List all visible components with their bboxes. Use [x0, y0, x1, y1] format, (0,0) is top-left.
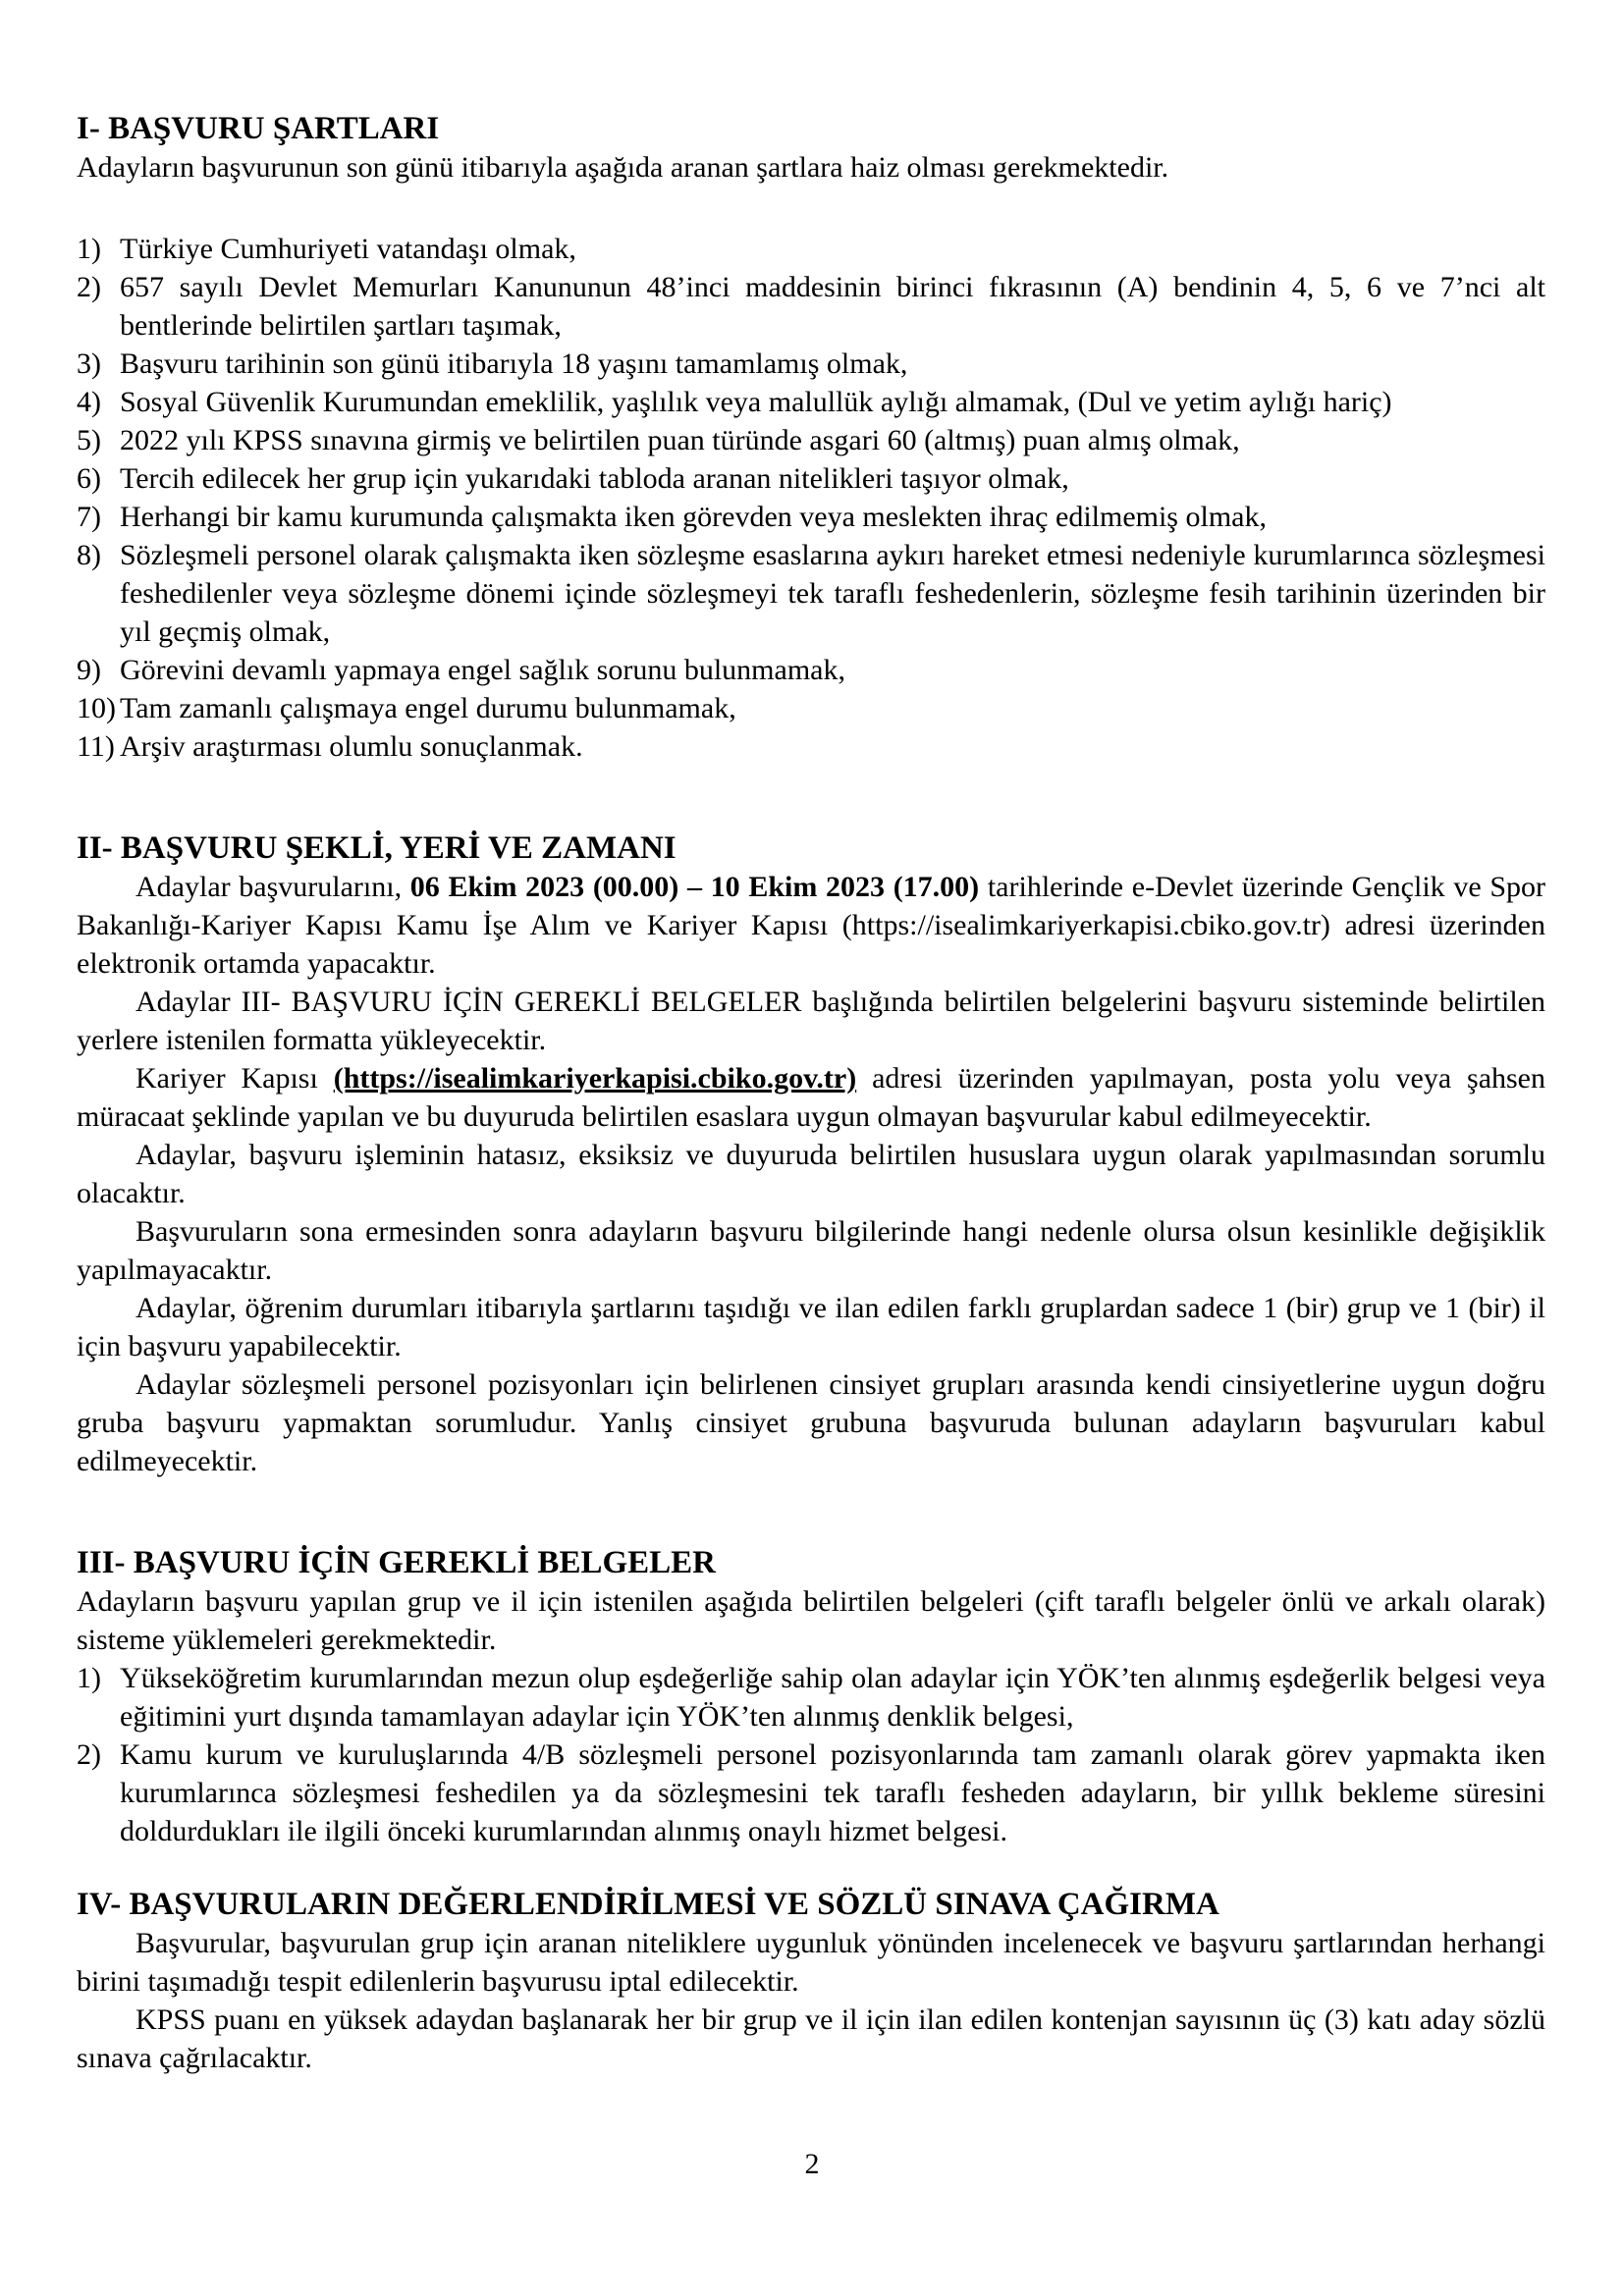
list-item-number: 9)	[77, 654, 101, 686]
text-run: tarihlerinde e-Devlet üzerinde Gençlik ve Spor Bakanlığı-Kariyer Kapısı Kamu İşe Alım ve Kariyer Kapısı (https://isealimkariyerkapisi.cbiko.gov.tr) adresi üzerinden elektronik ortamda yapacaktır.	[77, 871, 1545, 980]
text-run: Kariyer Kapısı	[135, 1062, 334, 1095]
spacer	[77, 187, 1545, 230]
list-item-number: 2)	[77, 1738, 101, 1771]
section-degerlendirme-sozlu-sinav	[77, 1886, 1545, 2077]
list-item-text: Tam zamanlı çalışmaya engel durumu bulunmamak,	[120, 692, 736, 724]
list-item	[77, 230, 1545, 268]
list-item	[77, 459, 1545, 498]
section-gerekli-belgeler	[77, 1544, 1545, 1850]
paragraph-gender-groups	[77, 1365, 1545, 1480]
text-run: Adaylar sözleşmeli personel pozisyonları için belirlenen cinsiyet grupları arasında kendi cinsiyetlerine uygun doğru gruba başvuru yapmaktan sorumludur. Yanlış cinsiyet grubuna başvuruda bulunan adayların başvuruları kabul edilmeyecektir.	[77, 1368, 1545, 1477]
text-run: adresi üzerinden yapılmayan, posta yolu veya şahsen müracaat şeklinde yapılan ve bu duyuruda belirtilen esaslara uygun olmayan başvurular kabul edilmeyecektir.	[77, 1062, 1546, 1133]
list-item-text: Tercih edilecek her grup için yukarıdaki tabloda aranan nitelikleri taşıyor olmak,	[120, 462, 1069, 495]
list-item-text: Arşiv araştırması olumlu sonuçlanmak.	[120, 730, 583, 763]
list-item-number: 5)	[77, 424, 101, 456]
text-run: Adaylar III- BAŞVURU İÇİN GEREKLİ BELGELER başlığında belirtilen belgelerini başvuru sisteminde belirtilen yerlere istenilen formatta yükleyecektir.	[77, 986, 1545, 1056]
section-i-intro: Adayların başvurunun son günü itibarıyla aşağıda aranan şartlara haiz olması gerekmektedir.	[77, 151, 1169, 184]
list-item	[77, 651, 1545, 689]
list-item	[77, 383, 1545, 421]
list-item-text: Türkiye Cumhuriyeti vatandaşı olmak,	[120, 233, 576, 265]
list-item	[77, 345, 1545, 383]
kariyer-kapisi-url[interactable]: (https://isealimkariyerkapisi.cbiko.gov.tr)	[333, 1062, 857, 1095]
paragraph-single-group	[77, 1289, 1545, 1365]
list-item-number: 1)	[77, 1662, 101, 1694]
list-item-number: 6)	[77, 462, 101, 495]
list-item	[77, 421, 1545, 459]
list-item-text: Sözleşmeli personel olarak çalışmakta iken sözleşme esaslarına aykırı hareket etmesi nedeniyle kurumlarınca sözleşmesi feshedilenler veya sözleşme dönemi içinde sözleşmeyi tek taraflı feshedenlerin, sözleşme fesih tarihinin üzerinden bir yıl geçmiş olmak,	[120, 539, 1545, 648]
list-item	[77, 1659, 1545, 1735]
page-number: 2	[804, 2148, 820, 2180]
heading-gerekli-belgeler: III- BAŞVURU İÇİN GEREKLİ BELGELER	[77, 1545, 716, 1580]
list-item-text: Başvuru tarihinin son günü itibarıyla 18 yaşını tamamlamış olmak,	[120, 347, 908, 380]
list-item-text: 657 sayılı Devlet Memurları Kanununun 48’inci maddesinin birinci fıkrasının (A) bendinin 4, 5, 6 ve 7’nci alt bentlerinde belirtilen şartları taşımak,	[120, 271, 1545, 342]
list-item-number: 7)	[77, 501, 101, 533]
list-item-text: Herhangi bir kamu kurumunda çalışmakta iken görevden veya meslekten ihraç edilmemiş olmak,	[120, 501, 1267, 533]
list-item-number: 1)	[77, 233, 101, 265]
section-basvuru-sekli-yeri-zamani	[77, 829, 1545, 1480]
section-iii-intro: Adayların başvuru yapılan grup ve il için istenilen aşağıda belirtilen belgeleri (çift taraflı belgeler önlü ve arkalı olarak) sisteme yüklemeleri gerekmektedir.	[77, 1585, 1545, 1656]
list-item	[77, 689, 1545, 727]
heading-basvuru-sekli-yeri-zamani: II- BAŞVURU ŞEKLİ, YERİ VE ZAMANI	[77, 830, 677, 866]
list-item-text: Görevini devamlı yapmaya engel sağlık sorunu bulunmamak,	[120, 654, 845, 686]
paragraph-no-changes	[77, 1212, 1545, 1289]
list-item	[77, 1735, 1545, 1850]
list-item-text: Yükseköğretim kurumlarından mezun olup eşdeğerliğe sahip olan adaylar için YÖK’ten alınmış eşdeğerlik belgesi veya eğitimini yurt dışında tamamlayan adaylar için YÖK’ten alınmış denklik belgesi,	[120, 1662, 1545, 1733]
list-item-number: 3)	[77, 347, 101, 380]
paragraph-evaluation: Başvurular, başvurulan grup için aranan niteliklere uygunluk yönünden incelenecek ve başvuru şartlarından herhangi birini taşımadığı tespit edilenlerin başvurusu iptal edilecektir.	[77, 1927, 1545, 1998]
list-item-text: 2022 yılı KPSS sınavına girmiş ve belirtilen puan türünde asgari 60 (altmış) puan almış olmak,	[120, 424, 1240, 456]
text-run: Başvuruların sona ermesinden sonra adayların başvuru bilgilerinde hangi nedenle olursa olsun kesinlikle değişiklik yapılmayacaktır.	[77, 1215, 1545, 1286]
list-item-number: 2)	[77, 271, 101, 303]
text-run: Adaylar başvurularını,	[135, 871, 410, 903]
paragraph-applicant-responsibility	[77, 1136, 1545, 1212]
text-run: Adaylar, başvuru işleminin hatasız, eksiksiz ve duyuruda belirtilen hususlara uygun olarak yapılmasından sorumlu olacaktır.	[77, 1139, 1545, 1209]
list-item-number: 10)	[77, 692, 116, 724]
text-run: Adaylar, öğrenim durumları itibarıyla şartlarını taşıdığı ve ilan edilen farklı gruplardan sadece 1 (bir) grup ve 1 (bir) il için başvuru yapabilecektir.	[77, 1292, 1545, 1362]
application-dates: 06 Ekim 2023 (00.00) – 10 Ekim 2023 (17.00)	[409, 871, 980, 903]
list-item-text: Sosyal Güvenlik Kurumundan emeklilik, yaşlılık veya malullük aylığı almamak, (Dul ve yetim aylığı hariç)	[120, 386, 1392, 418]
list-item-number: 4)	[77, 386, 101, 418]
heading-basvuru-sartlari: I- BAŞVURU ŞARTLARI	[77, 111, 440, 146]
list-item-number: 11)	[77, 730, 115, 763]
list-item	[77, 727, 1545, 766]
paragraph-application-dates	[77, 868, 1545, 983]
paragraph-kpss-ranking: KPSS puanı en yüksek adaydan başlanarak her bir grup ve il için ilan edilen kontenjan sayısının üç (3) katı aday sözlü sınava çağrılacaktır.	[77, 2003, 1545, 2074]
list-item	[77, 498, 1545, 536]
heading-degerlendirme-sozlu-sinav: IV- BAŞVURULARIN DEĞERLENDİRİLMESİ VE SÖZLÜ SINAVA ÇAĞIRMA	[77, 1887, 1219, 1922]
list-item-text: Kamu kurum ve kuruluşlarında 4/B sözleşmeli personel pozisyonlarında tam zamanlı olarak görev yapmakta iken kurumlarınca sözleşmesi feshedilen ya da sözleşmesini tek taraflı fesheden adayların, bir yıllık bekleme süresini doldurdukları ile ilgili önceki kurumlarından alınmış onaylı hizmet belgesi.	[120, 1738, 1545, 1847]
list-item-number: 8)	[77, 539, 101, 571]
list-item	[77, 536, 1545, 651]
paragraph-required-docs-note	[77, 983, 1545, 1059]
paragraph-kariyer-kapisi	[77, 1059, 1545, 1136]
list-item	[77, 268, 1545, 345]
section-basvuru-sartlari	[77, 110, 1545, 766]
